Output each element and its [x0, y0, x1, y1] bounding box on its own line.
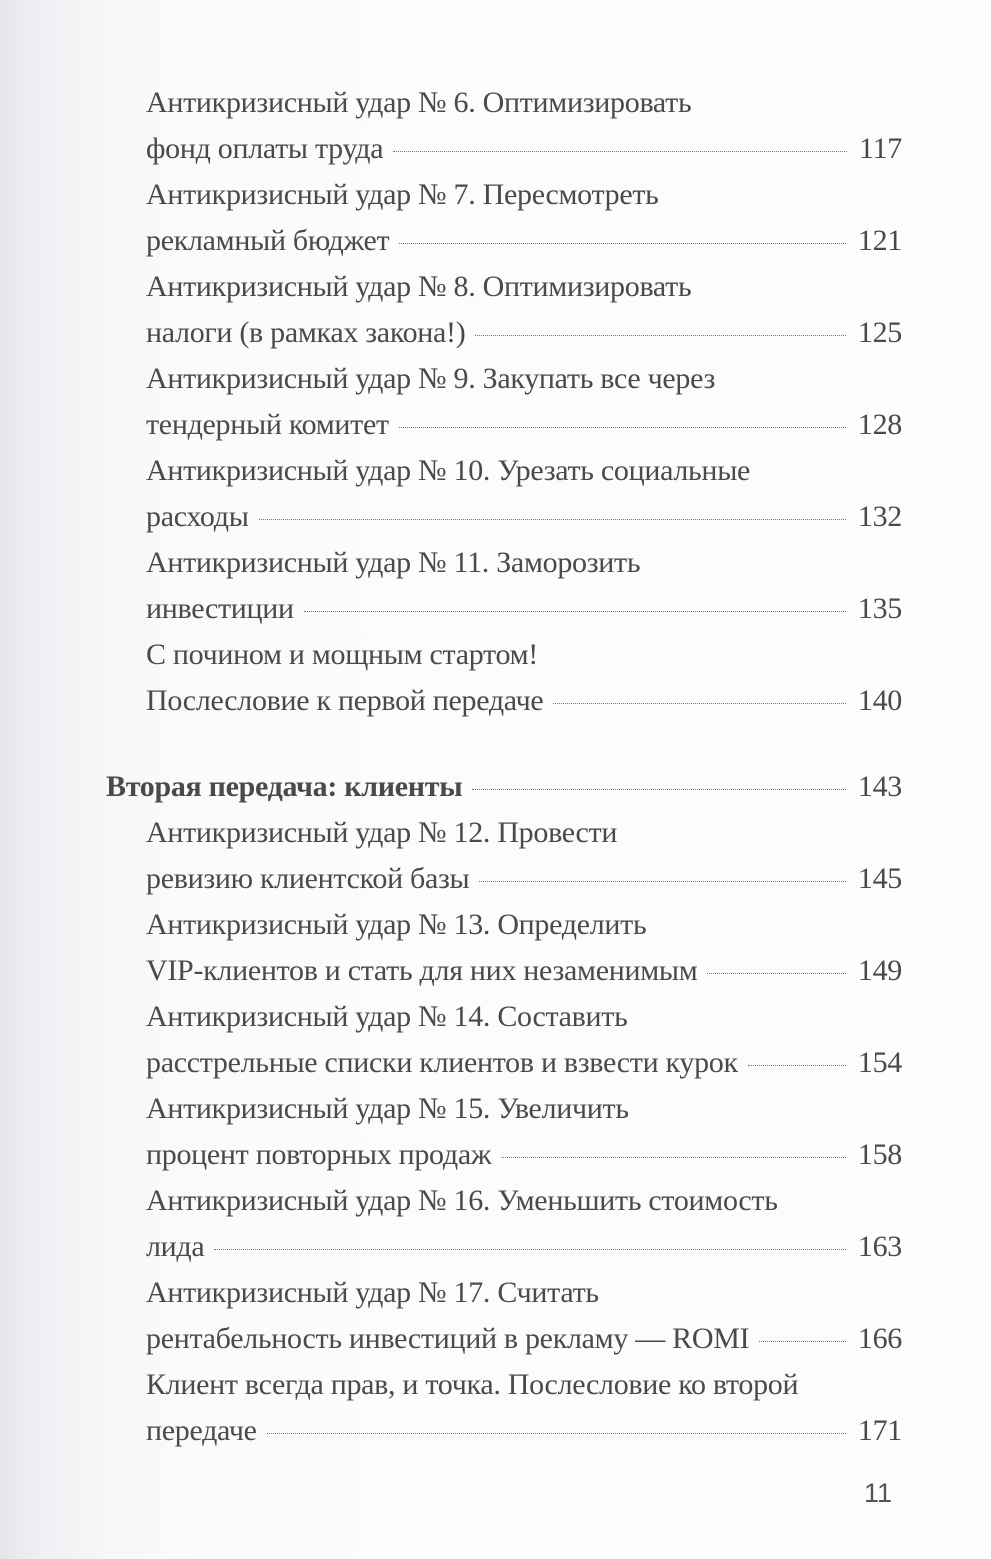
toc-chapter-second-gear[interactable]: [106, 764, 902, 810]
dot-leader: [399, 426, 846, 428]
table-of-contents: [106, 80, 902, 1454]
toc-page-number: 135: [857, 592, 902, 625]
toc-page-number: 171: [857, 1414, 902, 1447]
toc-entry-title: Антикризисный удар № 16. Уменьшить стоимость: [146, 1184, 778, 1217]
toc-entry-title-cont: налоги (в рамках закона!): [146, 316, 466, 349]
toc-entry-title: Антикризисный удар № 13. Определить: [146, 908, 647, 941]
toc-entry-title-cont: лида: [146, 1230, 205, 1263]
toc-entry-title-cont: тендерный комитет: [146, 408, 389, 441]
dot-leader: [399, 242, 846, 244]
toc-entry-title-cont: рекламный бюджет: [146, 224, 390, 257]
toc-entry-title-cont: инвестиции: [146, 592, 294, 625]
toc-entry-afterword-2[interactable]: [106, 1362, 902, 1454]
toc-entry-strike-6[interactable]: [106, 80, 902, 172]
toc-entry-title-cont: передаче: [146, 1414, 257, 1447]
toc-entry-title: Антикризисный удар № 6. Оптимизировать: [146, 86, 692, 119]
toc-entry-title: Антикризисный удар № 15. Увеличить: [146, 1092, 629, 1125]
toc-page-number: 132: [857, 500, 902, 533]
dot-leader: [501, 1156, 846, 1158]
dot-leader: [759, 1340, 846, 1342]
dot-leader: [214, 1248, 845, 1250]
dot-leader: [472, 788, 846, 790]
toc-entry-title: Антикризисный удар № 9. Закупать все через: [146, 362, 716, 395]
toc-entry-title: Антикризисный удар № 17. Считать: [146, 1276, 599, 1309]
toc-page-number: 128: [857, 408, 902, 441]
toc-entry-afterword-1[interactable]: [106, 632, 902, 724]
toc-entry-strike-17[interactable]: [106, 1270, 902, 1362]
toc-entry-strike-10[interactable]: [106, 448, 902, 540]
toc-entry-strike-9[interactable]: [106, 356, 902, 448]
toc-entry-strike-7[interactable]: [106, 172, 902, 264]
toc-entry-title: Клиент всегда прав, и точка. Послесловие ко второй: [146, 1368, 799, 1401]
toc-entry-strike-8[interactable]: [106, 264, 902, 356]
page-number: 11: [864, 1478, 893, 1508]
toc-entry-strike-11[interactable]: [106, 540, 902, 632]
toc-page-number: 158: [857, 1138, 902, 1171]
dot-leader: [259, 518, 846, 520]
toc-page-number: 117: [859, 132, 902, 165]
toc-page-number: 166: [857, 1322, 902, 1355]
dot-leader: [304, 610, 846, 612]
toc-page-number: 121: [857, 224, 902, 257]
dot-leader: [475, 334, 845, 336]
toc-entry-title: Антикризисный удар № 10. Урезать социальные: [146, 454, 751, 487]
toc-page-number: 154: [857, 1046, 902, 1079]
toc-entry-strike-15[interactable]: [106, 1086, 902, 1178]
toc-entry-title-cont: рентабельность инвестиций в рекламу — ROMI: [146, 1322, 750, 1355]
toc-page-number: 125: [857, 316, 902, 349]
toc-entry-title-cont: ревизию клиентской базы: [146, 862, 470, 895]
toc-entry-title: Антикризисный удар № 7. Пересмотреть: [146, 178, 659, 211]
toc-page-number: 140: [857, 684, 902, 717]
dot-leader: [553, 702, 845, 704]
toc-entry-title-cont: процент повторных продаж: [146, 1138, 492, 1171]
toc-page-number: 163: [857, 1230, 902, 1263]
toc-entry-title: Антикризисный удар № 14. Составить: [146, 1000, 628, 1033]
toc-entry-title-cont: фонд оплаты труда: [146, 132, 384, 165]
toc-entry-strike-16[interactable]: [106, 1178, 902, 1270]
toc-entry-strike-12[interactable]: [106, 810, 902, 902]
dot-leader: [707, 972, 845, 974]
toc-entry-title-cont: расходы: [146, 500, 249, 533]
toc-entry-title: Антикризисный удар № 8. Оптимизировать: [146, 270, 692, 303]
toc-entry-title-cont: VIP-клиентов и стать для них незаменимым: [146, 954, 698, 987]
toc-entry-title-cont: Послесловие к первой передаче: [146, 684, 544, 717]
toc-page-number: 143: [857, 770, 902, 803]
toc-page-number: 145: [857, 862, 902, 895]
toc-entry-title-cont: расстрельные списки клиентов и взвести курок: [146, 1046, 738, 1079]
dot-leader: [393, 150, 847, 152]
toc-page-number: 149: [857, 954, 902, 987]
toc-chapter-title: Вторая передача: клиенты: [106, 770, 463, 803]
toc-entry-title: Антикризисный удар № 11. Заморозить: [146, 546, 641, 579]
toc-entry-strike-13[interactable]: [106, 902, 902, 994]
toc-entry-title: Антикризисный удар № 12. Провести: [146, 816, 618, 849]
dot-leader: [267, 1432, 846, 1434]
dot-leader: [748, 1064, 846, 1066]
dot-leader: [479, 880, 845, 882]
toc-entry-title: С почином и мощным стартом!: [146, 638, 538, 671]
toc-entry-strike-14[interactable]: [106, 994, 902, 1086]
